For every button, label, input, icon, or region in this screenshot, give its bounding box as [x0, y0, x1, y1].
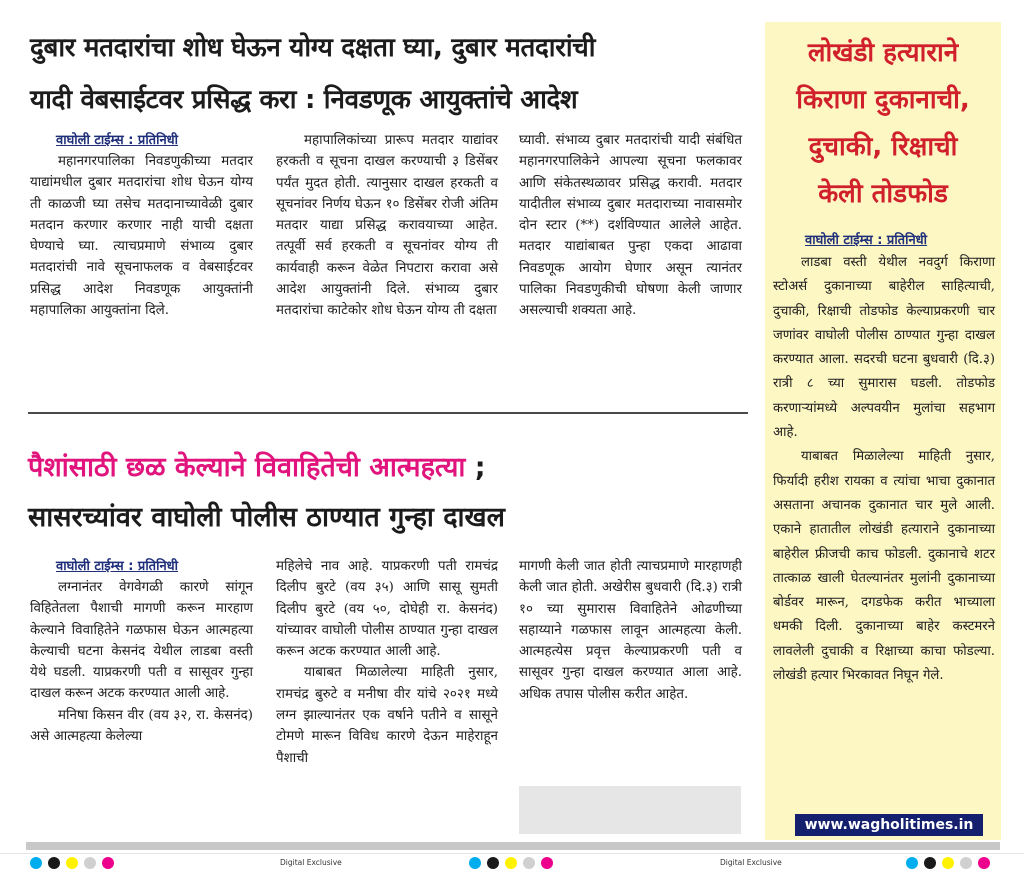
sidebar-headline-line2: किराणा दुकानाची,	[796, 85, 970, 115]
footer-label-right: Digital Exclusive	[720, 858, 782, 867]
sidebar-headline-line1: लोखंडी हत्याराने	[807, 38, 959, 68]
story2-col2-para1: महिलेचे नाव आहे. याप्रकरणी पती रामचंद्र दिलीप बुरटे (वय ३५) आणि सासू सुमती दिलीप बुरटे (वय ५०, दोघेही रा. केसनंद) यांच्यावर वाघोली पोलीस ठाण्यात गुन्हा दाखल करून अटक करण्यात आली आहे.	[276, 559, 498, 660]
story2-col1-para2: मनिषा किसन वीर (वय ३२, रा. केसनंद) असे आत्महत्या केलेल्या	[30, 707, 253, 745]
registration-dot	[469, 857, 481, 869]
registration-dot	[30, 857, 42, 869]
story1-headline-line1: दुबार मतदारांचा शोध घेऊन योग्य दक्षता घ्या, दुबार मतदारांची	[30, 33, 596, 63]
story2-column-1	[30, 556, 253, 747]
registration-dot	[960, 857, 972, 869]
registration-dot	[942, 857, 954, 869]
registration-dot	[541, 857, 553, 869]
story2-headline-main: पैशांसाठी छळ केल्याने विवाहितेची आत्महत्या	[28, 452, 466, 483]
registration-dot	[48, 857, 60, 869]
registration-dot	[66, 857, 78, 869]
story2-headline-line2: सासरच्यांवर वाघोली पोलीस ठाण्यात गुन्हा दाखल	[28, 502, 505, 533]
story1-col3-text: घ्यावी. संभाव्य दुबार मतदारांची यादी संबंधित महानगरपालिकेने आपल्या सूचना फलकावर आणि संकेतस्थळावर प्रसिद्ध करावी. मतदार यादीतील संभाव्य दुबार मतदाराच्या नावासमोर दोन स्टार (**) दर्शविण्यात आलेले आहेत. मतदार याद्यांबाबत पुन्हा एकदा आढावा निवडणूक आयोग घेणार असून त्यानंतर पालिका निवडणुकीची घोषणा केली जाणार असल्याची शक्यता आहे.	[519, 133, 742, 319]
registration-dot	[924, 857, 936, 869]
footer-bar	[26, 842, 1000, 850]
registration-dot	[505, 857, 517, 869]
sidebar-body	[773, 230, 995, 688]
story1-col1-text: महानगरपालिका निवडणुकीच्या मतदार याद्यांमधील दुबार मतदारांचा शोध घेऊन योग्य ती काळजी घ्या तसेच मतदानाच्यावेळी दुबार मतदान करणार करणार नाही याची दक्षता घेण्याचे घ्या. त्याचप्रमाणे संभाव्य दुबार मतदारांची नावे सूचनाफलक व वेबसाईटवर प्रसिद्ध आदेश निवडणूक आयुक्तांनी महापालिका आयुक्तांना दिले.	[30, 154, 253, 319]
website-link[interactable]: www.wagholitimes.in	[795, 814, 983, 836]
registration-dot	[102, 857, 114, 869]
registration-dot	[906, 857, 918, 869]
sidebar-para1: लाडबा वस्ती येथील नवदुर्ग किराणा स्टोअर्स दुकानाच्या बाहेरील साहित्याची, दुचाकी, रिक्षाची तोडफोड केल्याप्रकरणी चार जणांवर वाघोली पोलीस ठाण्यात गुन्हा दाखल करण्यात आला. सदरची घटना बुधवारी (दि.३) रात्री ८ च्या सुमारास घडली. तोडफोड करणाऱ्यांमध्ये अल्पवयीन मुलांचा सहभाग आहे.	[773, 255, 995, 441]
sidebar-byline: वाघोली टाईम्स : प्रतिनिधी	[805, 233, 928, 248]
story2-col3-text: मागणी केली जात होती त्याचप्रमाणे मारहाणही केली जात होती. अखेरीस बुधवारी (दि.३) रात्री १० च्या सुमारास विवाहितेने ओढणीच्या सहाय्याने गळफास लावून आत्महत्या केली. आत्महत्येस प्रवृत्त केल्याप्रकरणी पती व सासूवर गुन्हा दाखल करण्यात आला आहे. अधिक तपास पोलीस करीत आहेत.	[519, 559, 742, 702]
story1-headline-line2: यादी वेबसाईटवर प्रसिद्ध करा : निवडणूक आयुक्तांचे आदेश	[30, 85, 578, 115]
sidebar-story	[765, 22, 1001, 840]
story1-column-3	[519, 130, 742, 322]
sidebar-headline	[765, 30, 1001, 218]
story1-column-2	[276, 130, 498, 322]
registration-dot	[978, 857, 990, 869]
ad-placeholder	[519, 786, 741, 834]
story2-column-2	[276, 556, 498, 769]
story2-col1-para1: लग्नानंतर वेगवेगळी कारणे सांगून विहितेतला पैशाची मागणी करून मारहाण केल्याने विवाहितेने गळफास घेऊन आत्महत्या केल्याची घटना केसनंद येथील लाडबा वस्ती येथे घडली. याप्रकरणी पती व सासूवर गुन्हा दाखल करून अटक करण्यात आली आहे.	[30, 580, 253, 702]
registration-marks-left	[30, 857, 114, 869]
story2-headline-separator: ;	[465, 452, 486, 483]
story1-byline: वाघोली टाईम्स : प्रतिनिधी	[56, 133, 179, 148]
registration-marks-center	[469, 857, 553, 869]
story1-column-1	[30, 130, 253, 321]
story2-column-3	[519, 556, 742, 705]
sidebar-headline-line4: केली तोडफोड	[818, 179, 948, 209]
registration-dot	[84, 857, 96, 869]
story2-byline: वाघोली टाईम्स : प्रतिनिधी	[56, 559, 179, 574]
story1-headline	[30, 22, 755, 126]
registration-dot	[523, 857, 535, 869]
sidebar-headline-line3: दुचाकी, रिक्षाची	[808, 132, 958, 162]
story2-col2-para2: याबाबत मिळालेल्या माहिती नुसार, रामचंद्र बुरुटे व मनीषा वीर यांचे २०२१ मध्ये लग्न झाल्यानंतर एक वर्षाने पतीने व सासूने टोमणे मारून विविध कारणे देऊन माहेराहून पैशाची	[276, 665, 498, 766]
footer-label-left: Digital Exclusive	[280, 858, 342, 867]
story2-headline-line1	[28, 448, 748, 488]
story-divider	[28, 412, 748, 414]
story1-col2-text: महापालिकांच्या प्रारूप मतदार याद्यांवर हरकती व सूचना दाखल करण्याची ३ डिसेंबर पर्यंत मुदत होती. त्यानुसार दाखल हरकती व सूचनांवर निर्णय घेऊन १० डिसेंबर रोजी अंतिम मतदार याद्या प्रसिद्ध करावयाच्या आहेत. तत्पूर्वी सर्व हरकती व सूचनांवर योग्य ती कार्यवाही करून वेळेत निपटारा करावा असे आदेश आयुक्तांनी दिले. संभाव्य दुबार मतदारांचा काटेकोर शोध घेऊन योग्य ती दक्षता	[276, 133, 498, 319]
footer-line	[0, 853, 1024, 854]
registration-marks-right	[906, 857, 990, 869]
sidebar-para2: याबाबत मिळालेल्या माहिती नुसार, फिर्यादी हरीश रायका व त्यांचा भाचा दुकानात असताना अचानक दुकानात चार मुले आली. एकाने हातातील लोखंडी हत्याराने दुकानाच्या बाहेरील फ्रीजची काच फोडली. दुकानाचे शटर तात्काळ खाली घेतल्यानंतर मुलांनी दुकानाच्या बोर्डवर मारून, दगडफेक करीत भाच्याला धमकी दिली. दुकानाच्या बाहेर कस्टमरने लावलेली दुचाकी व रिक्षाच्या काचा फोडल्या. लोखंडी हत्यार भिरकावत निघून गेले.	[773, 449, 995, 684]
registration-dot	[487, 857, 499, 869]
